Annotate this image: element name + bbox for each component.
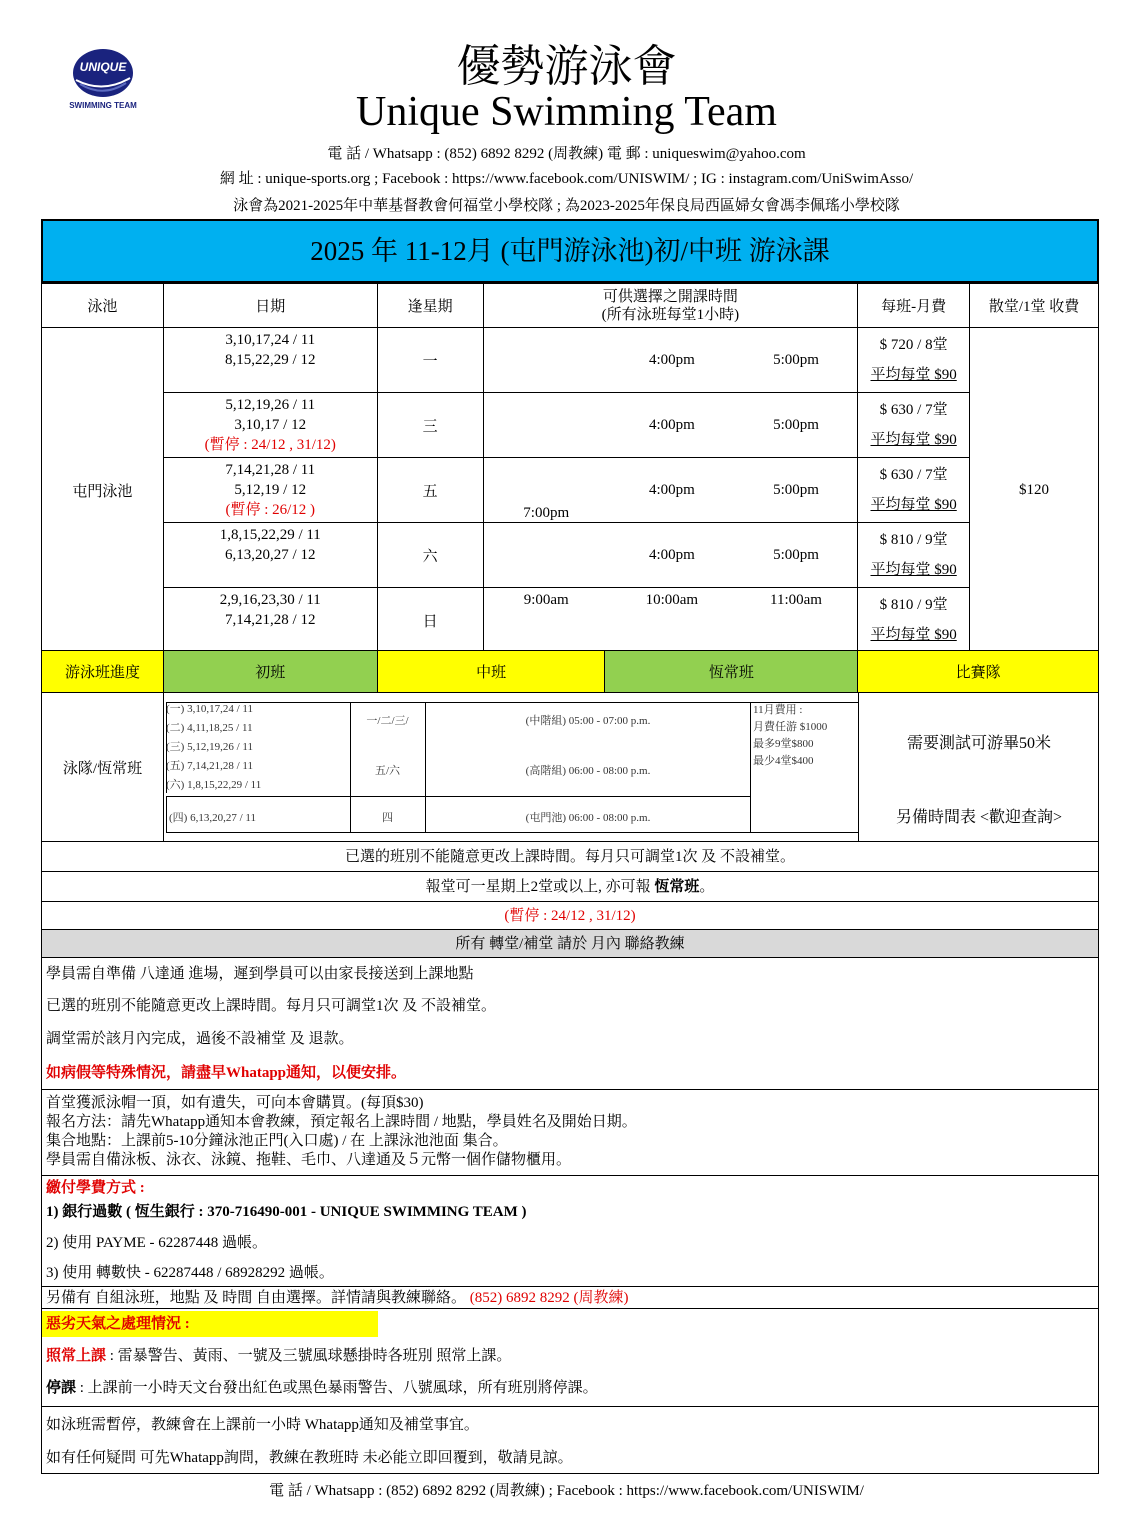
dates-nov: 5,12,19,26 / 11 bbox=[225, 397, 316, 413]
fee-average: 平均每堂 $90 bbox=[870, 627, 957, 643]
title-english: Unique Swimming Team bbox=[356, 89, 777, 135]
dates-nov: 1,8,15,22,29 / 11 bbox=[219, 527, 321, 543]
dates-dec: 3,10,17 / 12 bbox=[234, 417, 307, 433]
team-fees bbox=[753, 702, 857, 770]
team-date: (三) 5,12,19,26 / 11 bbox=[166, 741, 253, 753]
time-slot-3: 5:00pm bbox=[735, 523, 858, 588]
weekday: 日 bbox=[377, 588, 483, 653]
team-dates-box bbox=[166, 702, 351, 793]
dates-nov: 3,10,17,24 / 11 bbox=[225, 332, 316, 348]
dates-dec: 5,12,19 / 12 bbox=[234, 482, 307, 498]
time-slot-3: 5:00pm bbox=[735, 328, 858, 393]
time-slot-2: 4:00pm bbox=[609, 458, 735, 523]
team-days-2: 五/六 bbox=[374, 765, 401, 777]
header-weekday: 逢星期 bbox=[377, 284, 483, 328]
weekday: 六 bbox=[377, 523, 483, 588]
schedule-dates bbox=[163, 328, 377, 393]
team-date: (六) 1,8,15,22,29 / 11 bbox=[166, 779, 262, 791]
info-equipment: 學員需自備泳板、泳衣、泳鏡、拖鞋、毛巾、八達通及５元幣一個作儲物櫃用。 bbox=[46, 1152, 572, 1168]
weather-title-row bbox=[41, 1309, 1099, 1341]
team-fee-line: 最少4堂$400 bbox=[753, 755, 814, 767]
info-swim-cap: 首堂獲派泳帽一頂，如有遺失，可向本會購買。(每頂$30) bbox=[46, 1095, 424, 1111]
weather-normal bbox=[41, 1341, 1099, 1373]
time-slot-3: 11:00am bbox=[735, 588, 858, 653]
suspension-note: (暫停 : 24/12 , 31/12) bbox=[204, 437, 336, 453]
divider bbox=[166, 796, 750, 797]
divider bbox=[166, 796, 167, 832]
rule-sick-leave: 如病假等特殊情況，請盡早Whatapp通知，以便安排。 bbox=[41, 1056, 1099, 1090]
schedule-dates bbox=[163, 393, 377, 458]
weekday: 五 bbox=[377, 458, 483, 523]
footer-contact: 電 話 / Whatsapp : (852) 6892 8292 (周教練) ; Facebook : https://www.facebook.com/UNISWIM/ bbox=[269, 1483, 864, 1499]
schedule-row bbox=[42, 523, 1099, 588]
team-fee-line: 月費任游 $1000 bbox=[753, 721, 828, 733]
schedule-row bbox=[42, 588, 1099, 653]
private-class-text: 另備有 自組泳班，地點 及 時間 自由選擇。詳情請與教練聯絡。 bbox=[46, 1290, 467, 1306]
team-date-thursday: (四) 6,13,20,27 / 11 bbox=[169, 812, 256, 824]
team-time-advanced: (高階組) 06:00 - 08:00 p.m. bbox=[525, 765, 651, 777]
weather-notify: 如泳班需暫停，教練會在上課前一小時 Whatapp通知及補堂事宜。 bbox=[41, 1407, 1099, 1443]
monthly-fee bbox=[858, 458, 970, 523]
note-regular-class: 恆常班 bbox=[654, 879, 700, 895]
level-competition: 比賽隊 bbox=[858, 651, 1099, 693]
level-beginner: 初班 bbox=[163, 651, 377, 693]
schedule-dates bbox=[163, 523, 377, 588]
team-date: (一) 3,10,17,24 / 11 bbox=[166, 703, 253, 715]
header-times bbox=[483, 284, 858, 328]
weather-normal-label: 照常上課 bbox=[46, 1348, 107, 1364]
level-intermediate: 中班 bbox=[377, 651, 605, 693]
header-pool: 泳池 bbox=[42, 284, 164, 328]
general-info bbox=[41, 1090, 1099, 1176]
team-label: 泳隊/恆常班 bbox=[42, 692, 164, 842]
time-slot-3: 5:00pm bbox=[735, 458, 858, 523]
time-slot-1 bbox=[483, 523, 609, 588]
dates-nov: 7,14,21,28 / 11 bbox=[225, 462, 316, 478]
time-slot-1 bbox=[483, 328, 609, 393]
monthly-fee bbox=[858, 393, 970, 458]
divider bbox=[166, 832, 858, 833]
pool-name: 屯門泳池 bbox=[42, 328, 164, 653]
private-class-phone: (852) 6892 8292 (周教練) bbox=[469, 1290, 629, 1306]
fee-average: 平均每堂 $90 bbox=[870, 432, 957, 448]
time-slot-1: 7:00pm bbox=[483, 458, 609, 523]
weekday: 三 bbox=[377, 393, 483, 458]
time-slot-3: 5:00pm bbox=[735, 393, 858, 458]
payment-title: 繳付學費方式 : bbox=[41, 1176, 1099, 1200]
dates-dec: 8,15,22,29 / 12 bbox=[225, 352, 316, 368]
header-dates: 日期 bbox=[163, 284, 377, 328]
single-fee: $120 bbox=[970, 328, 1099, 653]
schedule-row bbox=[42, 328, 1099, 393]
payment-payme: 2) 使用 PAYME - 62287448 過帳。 bbox=[41, 1228, 1099, 1258]
note-multiple-classes bbox=[41, 872, 1099, 902]
weather-enquiry: 如有任何疑問 可先Whatapp詢問，教練在教班時 未必能立即回覆到，敬請見諒。 bbox=[41, 1443, 1099, 1474]
header-times-line1: 可供選擇之開課時間 bbox=[602, 288, 738, 305]
logo-text: UNIQUE bbox=[79, 60, 127, 74]
dates-nov: 2,9,16,23,30 / 11 bbox=[219, 592, 321, 608]
note-multiple-text: 報堂可一星期上2堂或以上, 亦可報 bbox=[425, 879, 655, 895]
note-no-change: 已選的班別不能隨意更改上課時間。每月只可調堂1次 及 不設補堂。 bbox=[41, 842, 1099, 872]
info-registration: 報名方法：請先Whatapp通知本會教練，預定報名上課時間 / 地點，學員姓名及開始日期。 bbox=[46, 1114, 637, 1130]
team-fee-line: 11月費用 : bbox=[753, 704, 803, 716]
fee-average: 平均每堂 $90 bbox=[870, 367, 957, 383]
school-team-line: 泳會為2021-2025年中華基督教會何福堂小學校隊 ; 為2023-2025年保良局西區婦女會馮李佩瑤小學校隊 bbox=[233, 198, 900, 214]
competition-requirement: 需要測試可游畢50米 bbox=[906, 735, 1051, 752]
team-fee-line: 最多9堂$800 bbox=[753, 738, 814, 750]
title-chinese: 優勢游泳會 bbox=[456, 41, 677, 92]
fee-amount: $ 810 / 9堂 bbox=[879, 532, 948, 548]
time-slot-2: 4:00pm bbox=[609, 328, 735, 393]
schedule-row bbox=[42, 393, 1099, 458]
time-slot-1 bbox=[483, 393, 609, 458]
info-meeting-point: 集合地點：上課前5-10分鐘泳池正門(入口處) / 在 上課泳池池面 集合。 bbox=[46, 1133, 508, 1149]
team-date: (二) 4,11,18,25 / 11 bbox=[166, 722, 253, 734]
fee-amount: $ 630 / 7堂 bbox=[879, 402, 948, 418]
course-banner: 2025 年 11-12月 (屯門游泳池)初/中班 游泳課 bbox=[41, 219, 1099, 283]
fee-amount: $ 810 / 9堂 bbox=[879, 597, 948, 613]
weather-normal-text: : 雷暴警告、黃雨、一號及三號風球懸掛時各班別 照常上課。 bbox=[106, 1348, 512, 1364]
competition-timetable: 另備時間表 <歡迎查詢> bbox=[895, 809, 1063, 826]
team-date: (五) 7,14,21,28 / 11 bbox=[166, 760, 253, 772]
payment-fps: 3) 使用 轉數快 - 62287448 / 68928292 過帳。 bbox=[41, 1258, 1099, 1287]
header-times-line2: (所有泳班每堂1小時) bbox=[601, 306, 740, 323]
fee-average: 平均每堂 $90 bbox=[870, 497, 957, 513]
schedule-row bbox=[42, 458, 1099, 523]
rule-reschedule: 調堂需於該月內完成，過後不設補堂 及 退款。 bbox=[41, 1022, 1099, 1056]
weather-suspend-label: 停課 bbox=[46, 1380, 77, 1396]
rule-octopus: 學員需自準備 八達通 進場，遲到學員可以由家長接送到上課地點 bbox=[41, 958, 1099, 990]
monthly-fee bbox=[858, 523, 970, 588]
time-slot-2: 4:00pm bbox=[609, 523, 735, 588]
time-slot-2: 10:00am bbox=[609, 588, 735, 653]
fee-average: 平均每堂 $90 bbox=[870, 562, 957, 578]
weather-suspend bbox=[41, 1373, 1099, 1407]
note-suspension: (暫停 : 24/12 , 31/12) bbox=[41, 902, 1099, 930]
divider bbox=[750, 702, 751, 832]
rule-no-change: 已選的班別不能隨意更改上課時間。每月只可調堂1次 及 不設補堂。 bbox=[41, 990, 1099, 1022]
divider bbox=[350, 702, 750, 703]
time-slot-2: 4:00pm bbox=[609, 393, 735, 458]
contact-line: 電 話 / Whatsapp : (852) 6892 8292 (周教練) 電 郵 : uniqueswim@yahoo.com bbox=[327, 146, 806, 162]
weather-suspend-text: : 上課前一小時天文台發出紅色或黑色暴雨警告、八號風球，所有班別將停課。 bbox=[76, 1380, 598, 1396]
levels-table bbox=[41, 650, 1099, 693]
payment-bank: 1) 銀行過數 ( 恆生銀行 : 370-716490-001 - UNIQUE SWIMMING TEAM ) bbox=[41, 1200, 1099, 1228]
dates-dec: 7,14,21,28 / 12 bbox=[225, 612, 316, 628]
weekday: 一 bbox=[377, 328, 483, 393]
team-time-tuen-mun: (屯門池) 06:00 - 08:00 p.m. bbox=[525, 812, 651, 824]
team-days-thursday: 四 bbox=[382, 812, 393, 824]
schedule-dates bbox=[163, 588, 377, 653]
schedule-table bbox=[41, 283, 1099, 653]
team-time-intermediate: (中階組) 05:00 - 07:00 p.m. bbox=[525, 715, 651, 727]
levels-label: 游泳班進度 bbox=[42, 651, 164, 693]
team-days-1: 一/二/三/ bbox=[366, 715, 409, 727]
time-slot-1: 9:00am bbox=[483, 588, 609, 653]
team-section bbox=[41, 692, 1099, 842]
level-regular: 恆常班 bbox=[605, 651, 858, 693]
weather-title: 惡劣天氣之處理情況 : bbox=[42, 1311, 378, 1337]
header-single-fee: 散堂/1堂 收費 bbox=[970, 284, 1099, 328]
fee-amount: $ 630 / 7堂 bbox=[879, 467, 948, 483]
suspension-note: (暫停 : 26/12 ) bbox=[225, 502, 316, 518]
header-monthly-fee: 每班-月費 bbox=[858, 284, 970, 328]
monthly-fee bbox=[858, 588, 970, 653]
schedule-dates bbox=[163, 458, 377, 523]
note-multiple-end: 。 bbox=[699, 879, 715, 895]
monthly-fee bbox=[858, 328, 970, 393]
note-contact-coach: 所有 轉堂/補堂 請於 月內 聯絡教練 bbox=[41, 930, 1099, 958]
dates-dec: 6,13,20,27 / 12 bbox=[225, 547, 316, 563]
fee-amount: $ 720 / 8堂 bbox=[879, 337, 948, 353]
private-class-note bbox=[41, 1287, 1099, 1309]
web-line: 網 址 : unique-sports.org ; Facebook : https://www.facebook.com/UNISWIM/ ; IG : instagram.com/UniSwimAsso/ bbox=[219, 171, 914, 187]
logo-subtext: SWIMMING TEAM bbox=[69, 101, 137, 110]
